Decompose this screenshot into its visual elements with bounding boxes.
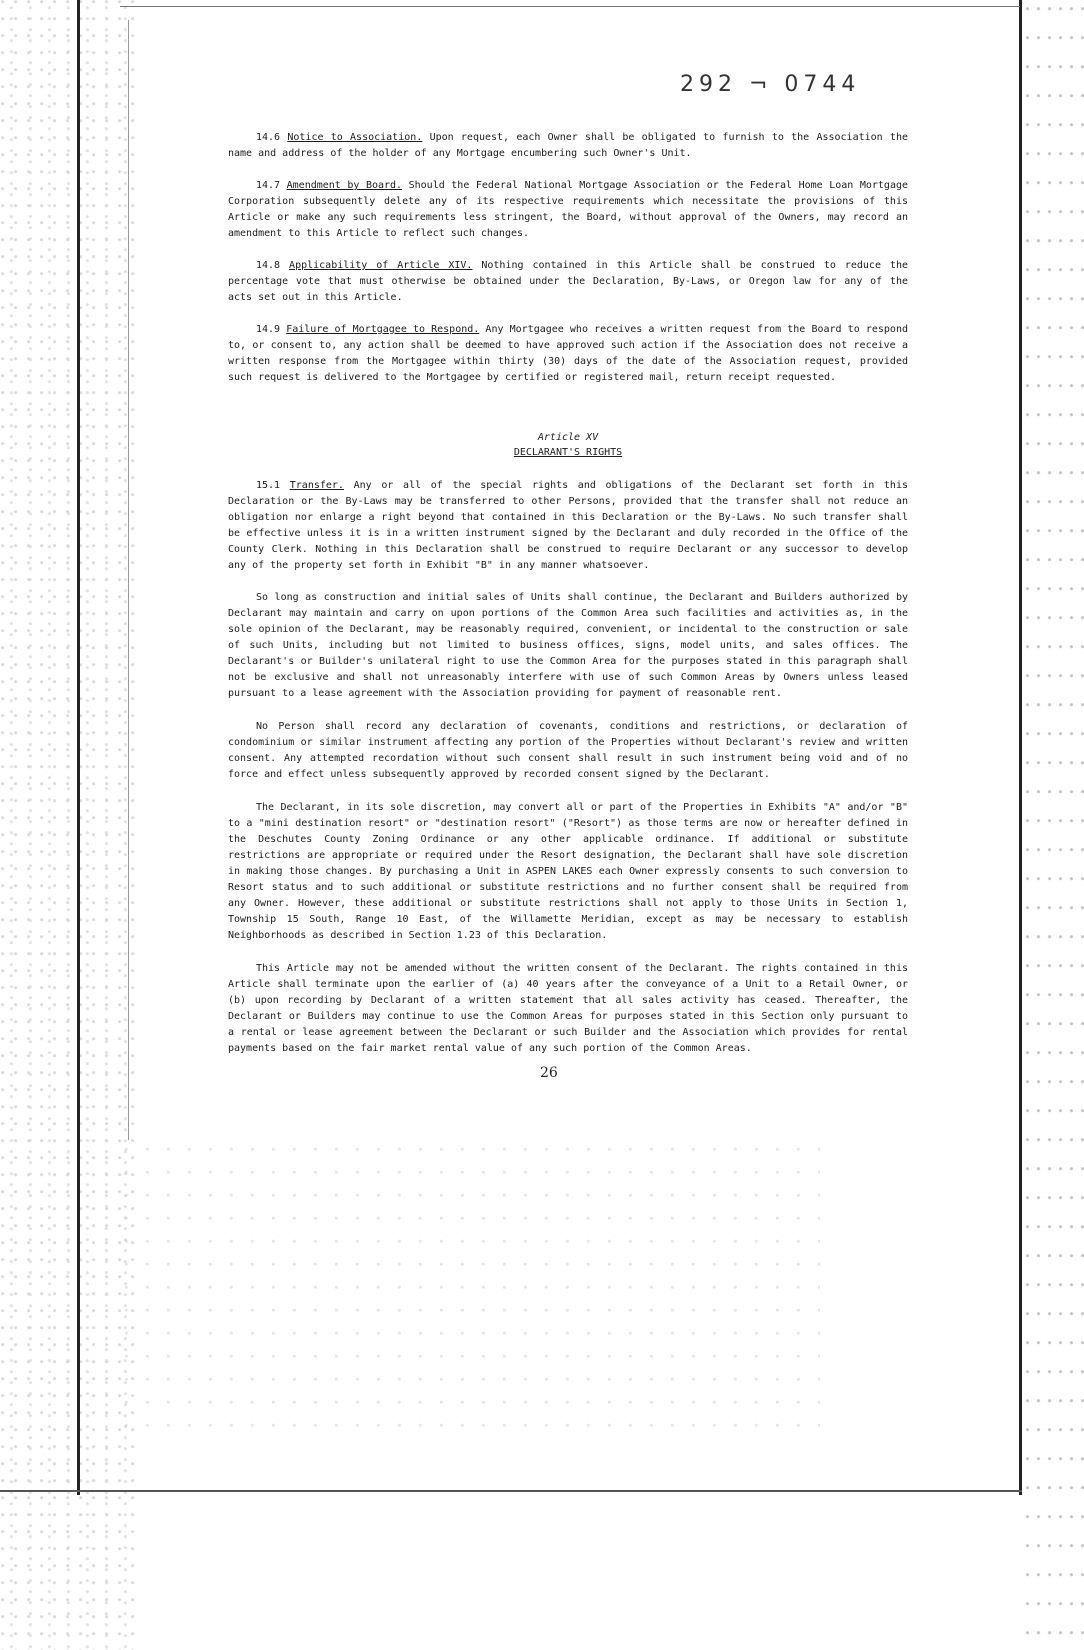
section-heading: Failure of Mortgagee to Respond. — [286, 324, 480, 335]
article-subtitle: DECLARANT'S RIGHTS — [513, 447, 623, 458]
paragraph-construction-sales: So long as construction and initial sales of Units shall continue, the Declarant and Builders authorized by Declarant may maintain and carry on upon portions of the Common Area such facilities and activities as, in the sole opinion of the Declarant, may be reasonably required, convenient, or incidental to the construction or sale of such Units, including but not limited to business offices, signs, model units, and sales offices. The Declarant's or Builder's unilateral right to use the Common Area for the purposes stated in this paragraph shall not be exclusive and shall not unreasonably interfere with use of such Common Areas by Owners unless leased pursuant to a lease agreement with the Association providing for payment of reasonable rent. — [228, 592, 908, 699]
section-15-1 — [228, 478, 908, 574]
page-border-left — [77, 0, 80, 1495]
scan-noise-bottom — [120, 1140, 820, 1440]
section-text: Upon request, each Owner shall be obligated to furnish to the Association the name and address of the holder of any Mortgage encumbering such Owner's Unit. — [228, 132, 908, 159]
paragraph-recording-consent: No Person shall record any declaration of covenants, conditions and restrictions, or declaration of condominium or similar instrument affecting any portion of the Properties without Declarant's review and written consent. Any attempted recordation without such consent shall result in such instrument being void and of no force and effect unless subsequently approved by recorded consent signed by the Declarant. — [228, 721, 908, 780]
page-fold-line — [128, 20, 129, 1140]
page-border-top — [120, 6, 1020, 7]
section-number: 15.1 — [256, 480, 281, 491]
article-heading — [228, 430, 908, 460]
section-heading: Transfer. — [289, 480, 344, 491]
section-number: 14.6 — [256, 132, 281, 143]
section-14-8 — [228, 258, 908, 306]
section-14-9 — [228, 322, 908, 386]
article-title: Article XV — [537, 432, 599, 443]
section-text: Any Mortgagee who receives a written request from the Board to respond to, or consent to, any action shall be deemed to have approved such action if the Association does not receive a written response from the Mortgagee within thirty (30) days of the date of the Association request, provided such request is delivered to the Mortgagee by certified or registered mail, return receipt requested. — [228, 324, 908, 383]
section-14-6 — [228, 130, 908, 162]
document-body — [228, 130, 908, 1074]
section-number: 14.7 — [256, 180, 281, 191]
recording-stamp-number: 292 ¬ 0744 — [680, 72, 861, 97]
page-number: 26 — [540, 1065, 558, 1081]
section-number: 14.8 — [256, 260, 281, 271]
scan-edge-right — [1022, 0, 1084, 1650]
section-heading: Applicability of Article XIV. — [289, 260, 473, 271]
page-border-bottom — [0, 1490, 1022, 1492]
section-14-7 — [228, 178, 908, 242]
section-number: 14.9 — [256, 324, 281, 335]
section-text: Any or all of the special rights and obligations of the Declarant set forth in this Declaration or the By-Laws may be transferred to other Persons, provided that the transfer shall not reduce an obligation nor enlarge a right beyond that contained in this Declaration or the By-Laws. No such transfer shall be effective unless it is in a written instrument signed by the Declarant and duly recorded in the Office of the County Clerk. Nothing in this Declaration shall be construed to require Declarant or any successor to develop any of the property set forth in Exhibit "B" in any manner whatsoever. — [228, 480, 908, 571]
paragraph-resort-conversion: The Declarant, in its sole discretion, may convert all or part of the Properties in Exhibits "A" and/or "B" to a "mini destination resort" or "destination resort" ("Resort") as those terms are now or hereafter defined in the Deschutes County Zoning Ordinance or any other applicable ordinance. If additional or substitute restrictions are appropriate or required under the Resort designation, the Declarant shall have sole discretion in making those changes. By purchasing a Unit in ASPEN LAKES each Owner expressly consents to such conversion to Resort status and to such additional or substitute restrictions and no further consent shall be required from any Owner. However, these additional or substitute restrictions shall not apply to those Units in Section 1, Township 15 South, Range 10 East, of the Willamette Meridian, except as may be necessary to establish Neighborhoods as described in Section 1.23 of this Declaration. — [228, 802, 908, 941]
page-border-right — [1019, 0, 1022, 1495]
paragraph-amendment-termination: This Article may not be amended without the written consent of the Declarant. The rights contained in this Article shall terminate upon the earlier of (a) 40 years after the conveyance of a Unit to a Retail Owner, or (b) upon recording by Declarant of a written statement that all sales activity has ceased. Thereafter, the Declarant or Builders may continue to use the Common Areas for purposes stated in this Section only pursuant to a rental or lease agreement between the Declarant or such Builder and the Association which provides for rental payments based on the fair market rental value of any such portion of the Common Areas. — [228, 963, 908, 1054]
section-text: Should the Federal National Mortgage Association or the Federal Home Loan Mortgage Corporation subsequently delete any of its respective requirements which necessitate the provisions of this Article or make any such requirements less stringent, the Board, without approval of the Owners, may record an amendment to this Article to reflect such changes. — [228, 180, 909, 239]
section-heading: Amendment by Board. — [286, 180, 403, 191]
section-heading: Notice to Association. — [287, 132, 423, 143]
section-text: Nothing contained in this Article shall be construed to reduce the percentage vote that must otherwise be obtained under the Declaration, By-Laws, or Oregon law for any of the acts set out in this Article. — [228, 260, 908, 303]
scan-noise-left — [0, 0, 135, 1650]
